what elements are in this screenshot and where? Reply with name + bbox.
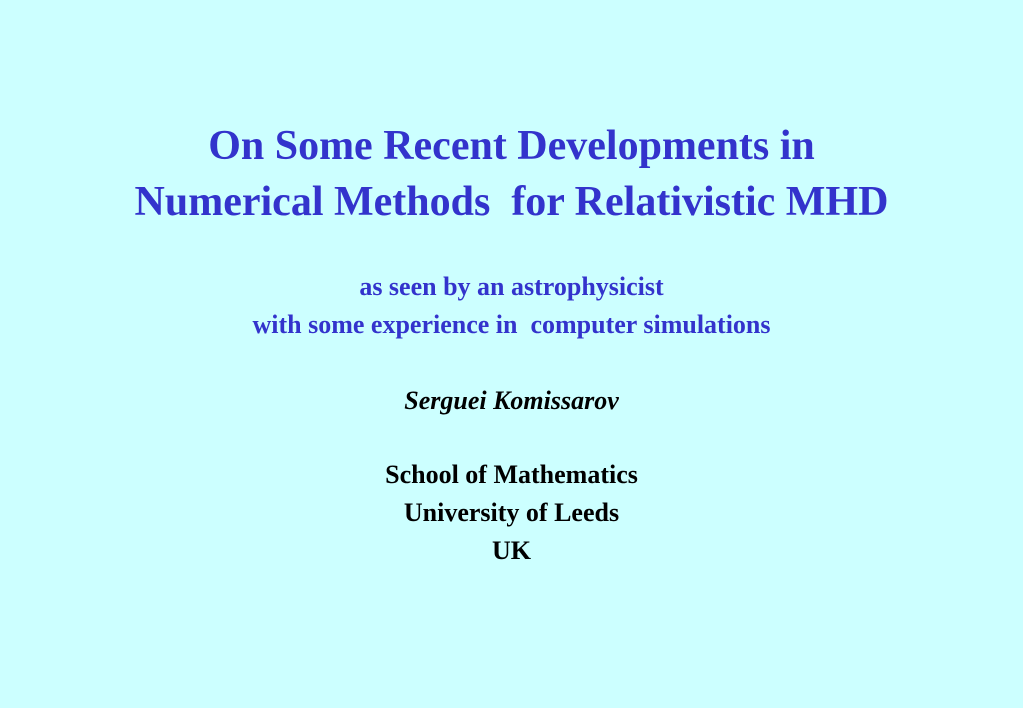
subtitle-line-1: as seen by an astrophysicist (359, 272, 664, 301)
subtitle-line-2: with some experience in computer simulations (252, 310, 771, 339)
affiliation-country: UK (492, 536, 531, 565)
affiliation-university: University of Leeds (403, 498, 620, 527)
slide-title-line-1: On Some Recent Developments in (208, 123, 815, 169)
author-name: Serguei Komissarov (404, 386, 619, 415)
affiliation-school: School of Mathematics (385, 460, 638, 489)
slide-title-line-2: Numerical Methods for Relativistic MHD (134, 179, 889, 225)
